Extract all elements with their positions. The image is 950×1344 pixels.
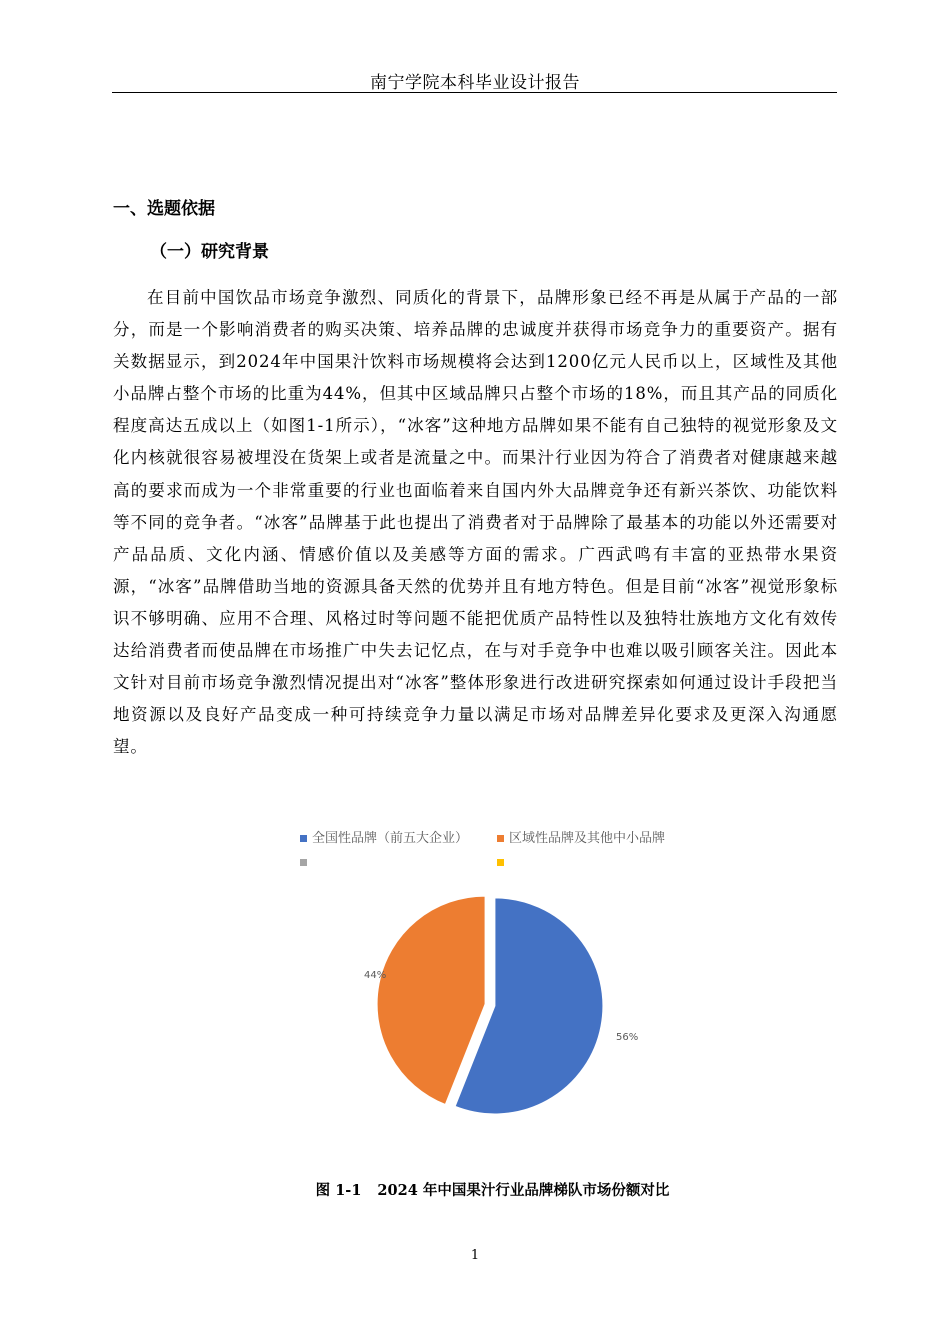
legend-label-0: 全国性品牌（前五大企业）	[312, 831, 469, 846]
figure-title: 2024 年中国果汁行业品牌梯队市场份额对比	[377, 1182, 670, 1199]
pie-slices	[377, 896, 603, 1114]
legend-swatch-1	[497, 835, 504, 842]
figure-caption	[0, 1179, 950, 1200]
header-divider	[112, 92, 837, 93]
legend-swatch-0	[300, 835, 307, 842]
page-header-title: 南宁学院本科毕业设计报告	[370, 73, 580, 93]
pie-label-1: 44%	[364, 970, 387, 981]
legend-swatch-3	[497, 859, 504, 866]
legend-label-1: 区域性品牌及其他中小品牌	[509, 831, 666, 846]
subsection-heading: （一）研究背景	[150, 242, 269, 262]
figure-number: 图 1-1	[315, 1182, 362, 1199]
body-paragraph: 在目前中国饮品市场竞争激烈、同质化的背景下，品牌形象已经不再是从属于产品的一部分，而是一个影响消费者的购买决策、培养品牌的忠诚度并获得市场竞争力的重要资产。据有关数据显示，到2024年中国果汁饮料市场规模将会达到1200亿元人民币以上，区域性及其他小品牌占整个市场的比重为44%，但其中区域品牌只占整个市场的18%，而且其产品的同质化程度高达五成以上（如图1-1所示），“冰客”这种地方品牌如果不能有自己独特的视觉形象及文化内核就很容易被埋没在货架上或者是流量之中。而果汁行业因为符合了消费者对健康越来越高的要求而成为一个非常重要的行业也面临着来自国内外大品牌竞争还有新兴茶饮、功能饮料等不同的竞争者。“冰客”品牌基于此也提出了消费者对于品牌除了最基本的功能以外还需要对产品品质、文化内涵、情感价值以及美感等方面的需求。广西武鸣有丰富的亚热带水果资源，“冰客”品牌借助当地的资源具备天然的优势并且有地方特色。但是目前“冰客”视觉形象标识不够明确、应用不合理、风格过时等问题不能把优质产品特性以及独特壮族地方文化有效传达给消费者而使品牌在市场推广中失去记忆点，在与对手竞争中也难以吸引顾客关注。因此本文针对目前市场竞争激烈情况提出对“冰客”整体形象进行改进研究探索如何通过设计手段把当地资源以及良好产品变成一种可持续竞争力量以满足市场对品牌差异化要求及更深入沟通愿望。	[113, 288, 838, 757]
section-heading: 一、选题依据	[113, 199, 215, 219]
chart-legend	[300, 830, 665, 866]
market-share-pie-chart	[282, 822, 702, 1132]
pie-label-0: 56%	[616, 1032, 639, 1043]
legend-swatch-2	[300, 859, 307, 866]
page-number: 1	[470, 1248, 480, 1263]
